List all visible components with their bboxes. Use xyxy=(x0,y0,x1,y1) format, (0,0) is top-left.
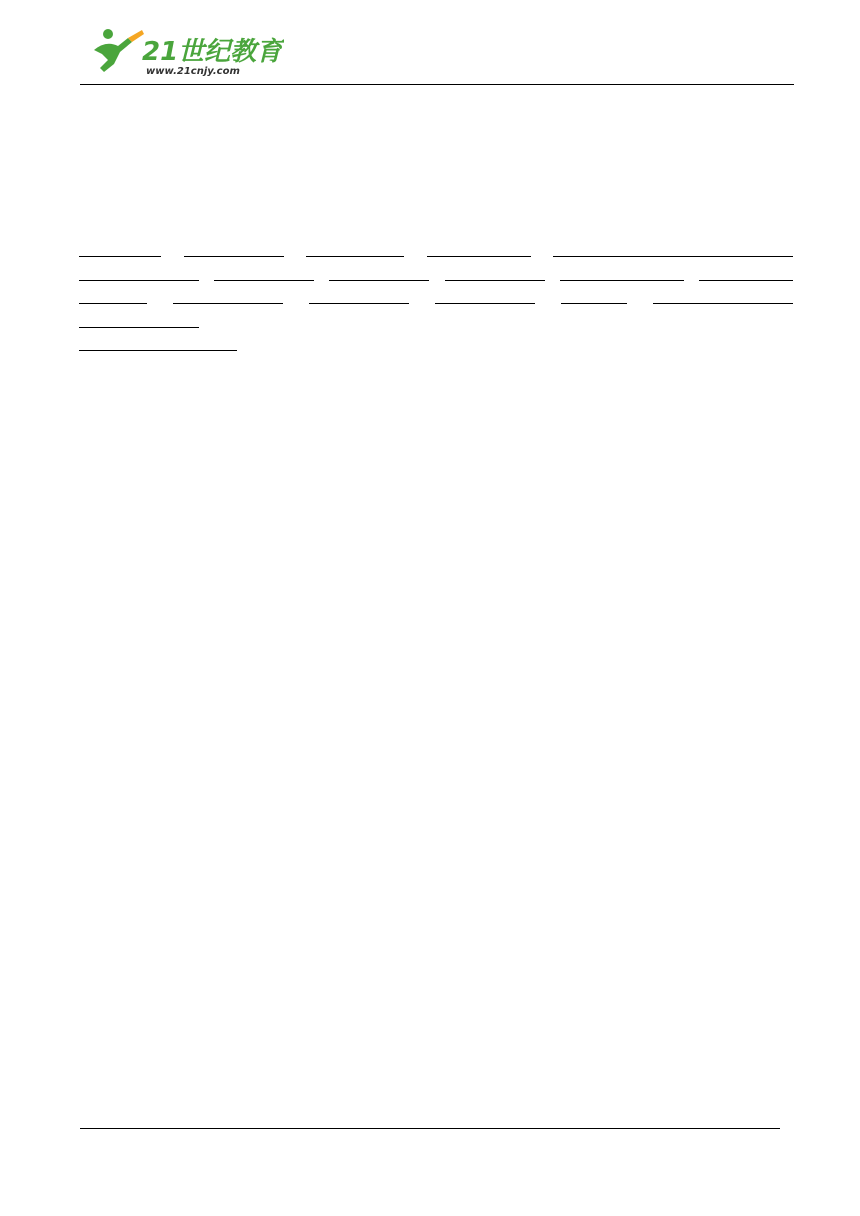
spelling-item xyxy=(79,1098,799,1121)
sentence-line xyxy=(79,760,799,782)
sentence-line xyxy=(79,604,799,626)
footer-divider xyxy=(80,1128,780,1129)
sentence-line xyxy=(79,649,799,671)
sentence-line xyxy=(79,447,799,469)
svg-text:www.21cnjy.com: www.21cnjy.com xyxy=(146,66,240,77)
sentence-line xyxy=(79,469,799,491)
sentence-line xyxy=(79,738,799,760)
sentence-line xyxy=(79,693,799,715)
sentence-line xyxy=(79,716,799,738)
sentence-line xyxy=(79,581,799,603)
sentence-line xyxy=(79,671,799,693)
sentence-line xyxy=(79,492,799,514)
site-logo xyxy=(84,24,284,80)
header-divider xyxy=(80,84,794,85)
sentence-line xyxy=(79,514,799,536)
sentence-list xyxy=(79,447,799,805)
spelling-item xyxy=(79,1053,799,1076)
period2-instruction xyxy=(79,1030,799,1053)
footer xyxy=(90,1137,118,1151)
sentence-line xyxy=(79,783,799,805)
svg-text:21世纪教育: 21世纪教育 xyxy=(142,37,283,67)
period2-block xyxy=(79,1030,799,1120)
sentence-line xyxy=(79,559,799,581)
spelling-item xyxy=(79,1075,799,1098)
sentence-line xyxy=(79,537,799,559)
sentence-line xyxy=(79,626,799,648)
vocab-list xyxy=(79,242,793,360)
